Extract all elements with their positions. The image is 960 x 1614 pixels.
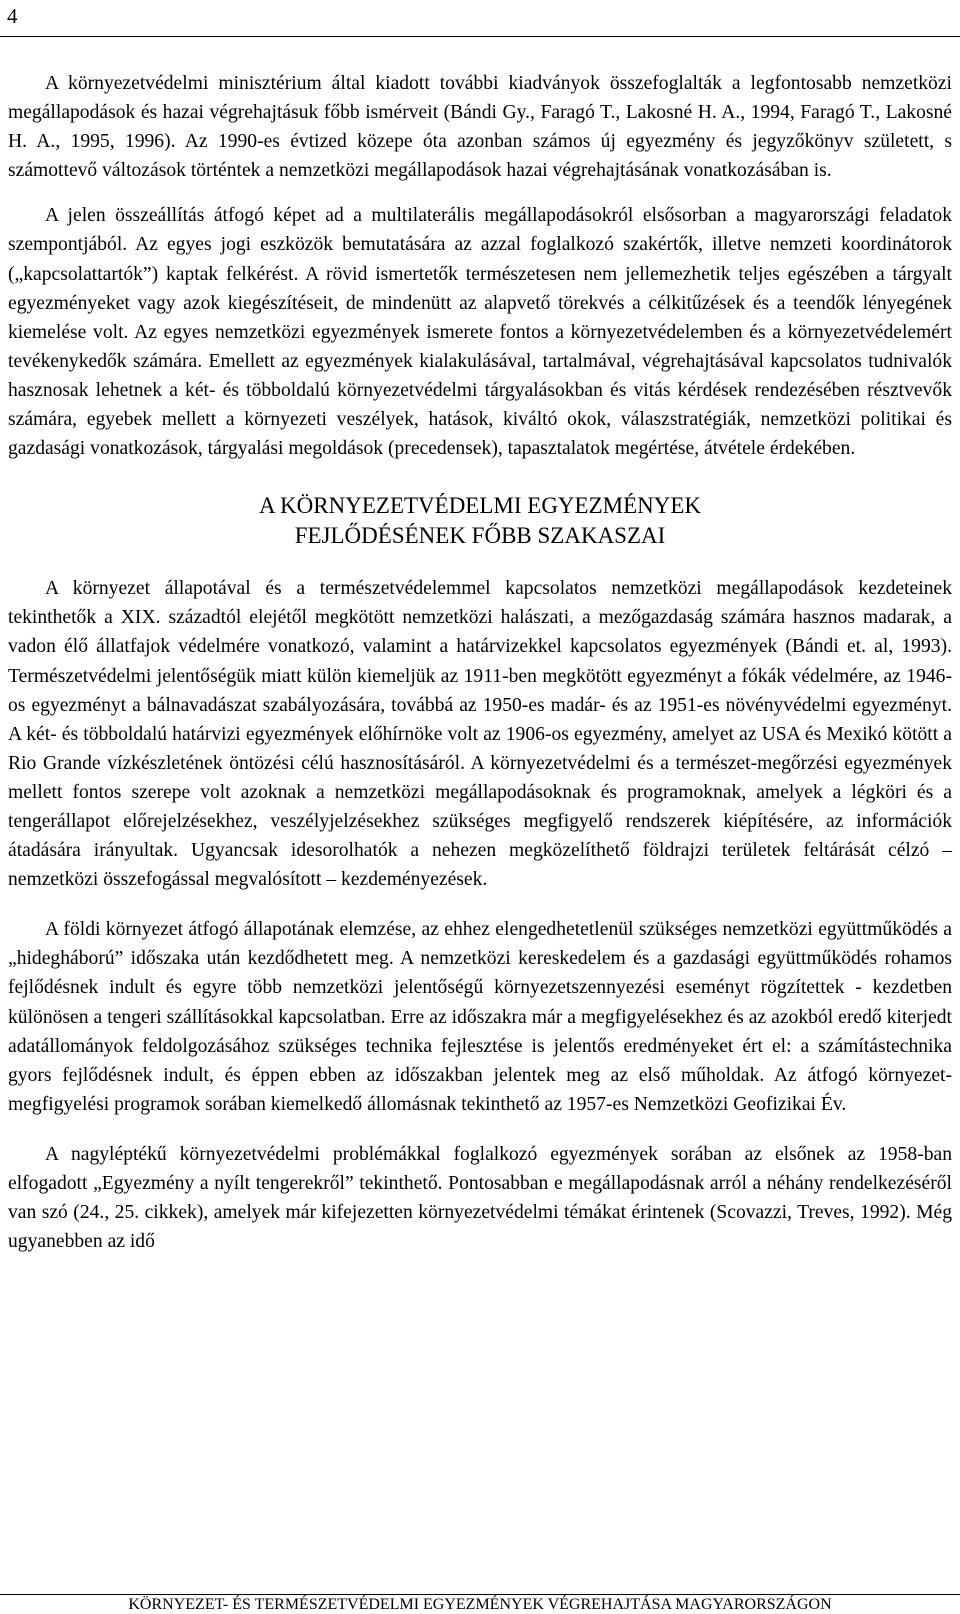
paragraph-high-seas-convention: A nagyléptékű környezetvédelmi problémákkal foglalkozó egyezmények sorában az elsőnek az 1958-ban elfogadott „Egyezmény a nyílt tengerekről” tekinthető. Pontosabban e megállapodásnak arról a néhány rendelkezéséről van szó (24., 25. cikkek), amelyek már kifejezetten környezetvédelmi témákat érintenek (Scovazzi, Treves, 1992). Még ugyanebben az idő [8, 1143, 952, 1253]
paragraph-early-treaties: A környezet állapotával és a természetvédelemmel kapcsolatos nemzetközi megállapodások kezdeteinek tekinthetők a XIX. századtól elejétől megkötött nemzetközi halászati, a mezőgazdaság számára hasznos madarak, a vadon élő állatfajok védelmére vonatkozó, valamint a határvizekkel kapcsolatos egyezmények (Bándi et. al, 1993). Természetvédelmi jelentőségük miatt külön kiemeljük az 1911-ben megkötött egyezményt a fókák védelmére, az 1946-os egyezményt a bálnavadászat szabályozására, továbbá az 1950-es madár- és az 1951-es növényvédelmi egyezményt. A két- és többoldalú határvizi egyezmények előhírnöke volt az 1906-os egyezmény, amelyet az USA és Mexikó kötött a Rio Grande vízkészletének öntözési célú hasznosításáról. A környezetvédelmi és a természet-megőrzési egyezmények mellett fontos szerepe volt azoknak a nemzetközi megállapodásoknak és programoknak, amelyek a légköri és a tengerállapot előrejelzésekhez, veszélyjelzésekhez szükséges megfigyelő rendszerek kiépítésére, az információk átadására irányultak. Ugyancsak idesorolhatók a nehezen megközelíthető földrajzi területek feltárását célzó – nemzetközi összefogással megvalósított – kezdeményezések. [8, 578, 952, 891]
page-number: 4 [7, 4, 18, 28]
document-body [8, 69, 952, 1256]
paragraph-intro: A környezetvédelmi minisztérium által kiadott további kiadványok összefoglalták a legfontosabb nemzetközi megállapodások és hazai végrehajtásuk főbb ismérveit (Bándi Gy., Faragó T., Lakosné H. A., 1994, Faragó T., Lakosné H. A., 1995, 1996). Az 1990-es évtized közepe óta azonban számos új egyezmény és jegyzőkönyv született, s számottevő változások történtek a nemzetközi megállapodások hazai végrehajtásának vonatkozásában is. [8, 73, 952, 182]
section-heading-line-2: FEJLŐDÉSÉNEK FŐBB SZAKASZAI [294, 523, 666, 549]
footer-rule [0, 1594, 960, 1595]
running-footer: KÖRNYEZET- ÉS TERMÉSZETVÉDELMI EGYEZMÉNYEK VÉGREHAJTÁSA MAGYARORSZÁGON [128, 1596, 832, 1613]
paragraph-overview: A jelen összeállítás átfogó képet ad a multilaterális megállapodásokról elsősorban a magyarországi feladatok szempontjából. Az egyes jogi eszközök bemutatására az azzal foglalkozó szakértők, illetve nemzeti koordinátorok („kapcsolattartók”) kaptak felkérést. A rövid ismertetők természetesen nem jellemezhetik teljes egészében a tárgyalt egyezményeket vagy azok kiegészítéseit, de mindenütt az alapvető törekvés a célkitűzések és a teendők lényegének kiemelése volt. Az egyes nemzetközi egyezmények ismerete fontos a környezetvédelemben és a környezetvédelemért tevékenykedők számára. Emellett az egyezmények kialakulásával, tartalmával, végrehajtásával kapcsolatos tudnivalók hasznosak lehetnek a két- és többoldalú környezetvédelmi tárgyalásokban és vitás kérdések rendezésében résztvevők számára, egyebek mellett a környezeti veszélyek, hatások, kiváltó okok, válaszstratégiák, nemzetközi politikai és gazdasági vonatkozások, tárgyalási megoldások (precedensek), tapasztalatok megértése, átvétele érdekében. [8, 205, 952, 460]
paragraph-cold-war-era: A földi környezet átfogó állapotának elemzése, az ehhez elengedhetetlenül szükséges nemzetközi együttműködés a „hidegháború” időszaka után kezdődhetett meg. A nemzetközi kereskedelem és a gazdasági együttműködés rohamos fejlődésnek indult és egyre több nemzetközi jelentőségű környezetszennyezési eseményt rögzítettek - kezdetben különösen a tengeri szállításokkal kapcsolatban. Erre az időszakra már a megfigyelésekhez és az azokból eredő kiterjedt adatállományok feldolgozásához szükséges technika fejlesztése is jelentős eredményeket ért el: a számítástechnika gyors fejlődésnek indult, és éppen ebben az időszakban jelentek meg az első műholdak. Az átfogó környezet-megfigyelési programok sorában kiemelkedő állomásnak tekinthető az 1957-es Nemzetközi Geofizikai Év. [8, 919, 952, 1115]
section-heading-line-1: A KÖRNYEZETVÉDELMI EGYEZMÉNYEK [258, 493, 702, 519]
header-rule [0, 36, 960, 37]
section-heading [8, 491, 952, 551]
